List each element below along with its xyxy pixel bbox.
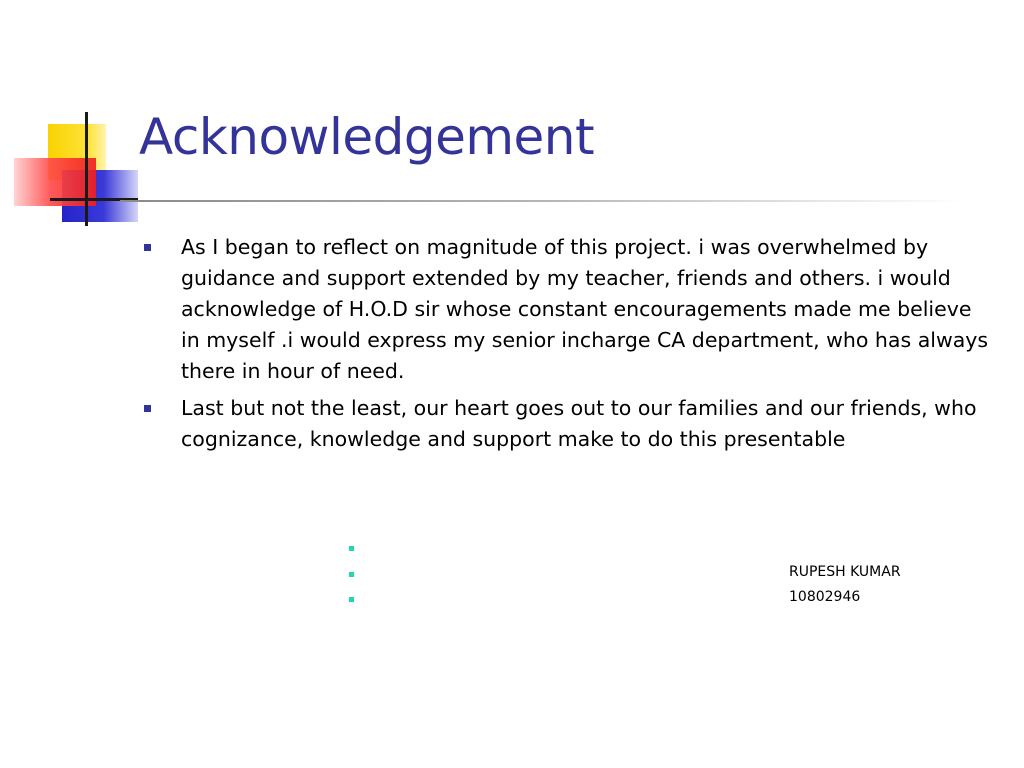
square-bullet-icon: [144, 244, 151, 251]
small-square-bullet-icon: [349, 572, 354, 577]
bullet-item: [142, 232, 992, 387]
bullet-text: Last but not the least, our heart goes out to our families and our friends, who cognizance, knowledge and support make to do this presentable: [181, 396, 977, 451]
bullet-item: [142, 393, 992, 455]
small-square-bullet-icon: [349, 597, 354, 602]
small-square-bullet-icon: [349, 546, 354, 551]
slide-title: Acknowledgement: [139, 108, 595, 166]
signature-id: 10802946: [789, 589, 861, 605]
signature-name: RUPESH KUMAR: [789, 564, 901, 580]
bullet-text: As I began to reflect on magnitude of this project. i was overwhelmed by guidance and support extended by my teacher, friends and others. i would acknowledge of H.O.D sir whose constant encouragements made me believe in myself .i would express my senior incharge CA department, who has always there in hour of need.: [181, 235, 989, 383]
square-bullet-icon: [144, 405, 151, 412]
bullet-list: [142, 232, 992, 461]
decoration-vertical-line: [85, 112, 88, 226]
title-divider: [120, 200, 966, 202]
